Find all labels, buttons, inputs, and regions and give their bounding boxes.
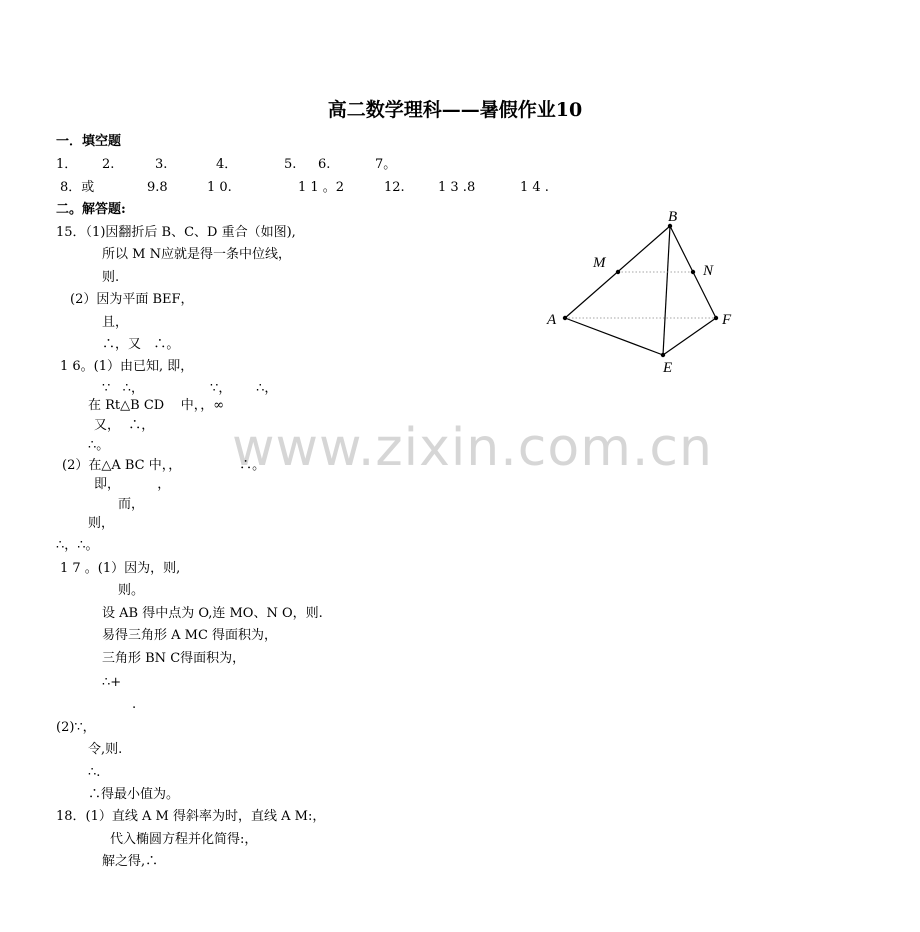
- solution-line: 又， ∴，: [94, 418, 155, 433]
- solution-line: ∴，又 ∴。: [102, 337, 180, 352]
- solution-line: 即， ，: [94, 477, 171, 492]
- label-F: F: [722, 312, 732, 328]
- solution-line: .: [132, 697, 137, 712]
- solution-line: ∴。: [88, 438, 110, 453]
- solution-line: (2）在△A BC 中，， ∴。: [62, 458, 266, 473]
- answer-12: 12.: [384, 180, 405, 195]
- answer-1: 1．: [56, 157, 78, 172]
- page-title: 高二数学理科——暑假作业10: [327, 99, 583, 121]
- solution-line: 1 6。(1）由已知, 即，: [60, 359, 194, 374]
- answer-8: 8．或: [60, 180, 95, 195]
- solution-line: 设 AB 得中点为 O,连 MO、N O，则.: [102, 606, 323, 621]
- solution-line: 令,则.: [88, 742, 123, 757]
- solution-line: 1 7 。(1）因为，则,: [60, 561, 181, 576]
- answer-10: 1 0.: [207, 180, 232, 195]
- solution-line: (2)∵，: [56, 720, 96, 735]
- point-F: [714, 316, 718, 320]
- label-A: A: [547, 312, 557, 328]
- solution-line: (2）因为平面 BEF，: [70, 292, 194, 307]
- solution-line: ∴.: [88, 765, 101, 780]
- solution-line: ∵ ∴， ∵， ∴，: [102, 381, 278, 396]
- solution-line: 则。: [118, 583, 145, 598]
- solution-line: 18．(1）直线 A M 得斜率为时，直线 A M:，: [56, 809, 326, 824]
- answer-3: 3.: [155, 157, 168, 172]
- answer-13: 1 3 .8: [438, 180, 476, 195]
- solution-line: 易得三角形 A MC 得面积为，: [102, 628, 278, 643]
- solution-line: ∴+: [102, 675, 122, 690]
- edge-AE: [565, 318, 663, 355]
- solution-line: 解之得,∴: [102, 854, 159, 869]
- solution-line: ∴，∴。: [56, 538, 99, 553]
- label-N: N: [703, 263, 714, 279]
- label-E: E: [663, 360, 673, 376]
- edge-BE: [663, 226, 670, 355]
- point-M: [616, 270, 620, 274]
- solution-line: 而，: [118, 497, 145, 512]
- answer-5: 5.: [284, 157, 297, 172]
- section-heading-fill-blank: 一．填空题: [56, 134, 122, 149]
- answer-6: 6.: [318, 157, 331, 172]
- solution-line: 三角形 BN C得面积为，: [102, 651, 246, 666]
- watermark: www.zixin.com.cn: [232, 418, 713, 478]
- solution-line: 则.: [102, 270, 120, 285]
- solution-line: 所以 M N应就是得一条中位线，: [102, 247, 291, 262]
- answer-14: 1 4 .: [520, 180, 549, 195]
- answer-11: 1 1 。2: [298, 180, 345, 195]
- answer-4: 4．: [216, 157, 238, 172]
- solution-line: 且，: [102, 315, 129, 330]
- section-heading-solutions: 二。解答题:: [56, 202, 126, 217]
- point-A: [563, 316, 567, 320]
- answer-7: 7。: [375, 157, 397, 172]
- point-E: [661, 353, 665, 357]
- answer-9: 9.8: [147, 180, 168, 195]
- tetrahedron-figure: [540, 200, 750, 380]
- solution-line: 在 Rt△B CD 中，，∞: [88, 398, 225, 413]
- solution-line: 代入椭圆方程并化简得:，: [110, 832, 258, 847]
- edge-EF: [663, 318, 716, 355]
- point-N: [691, 270, 695, 274]
- solution-line: ∴得最小值为。: [88, 787, 180, 802]
- answer-2: 2.: [102, 157, 115, 172]
- label-M: M: [593, 255, 606, 271]
- solution-line: 15．（1)因翻折后 B、C、D 重合（如图),: [56, 225, 296, 240]
- label-B: B: [668, 209, 678, 225]
- solution-line: 则，: [88, 516, 115, 531]
